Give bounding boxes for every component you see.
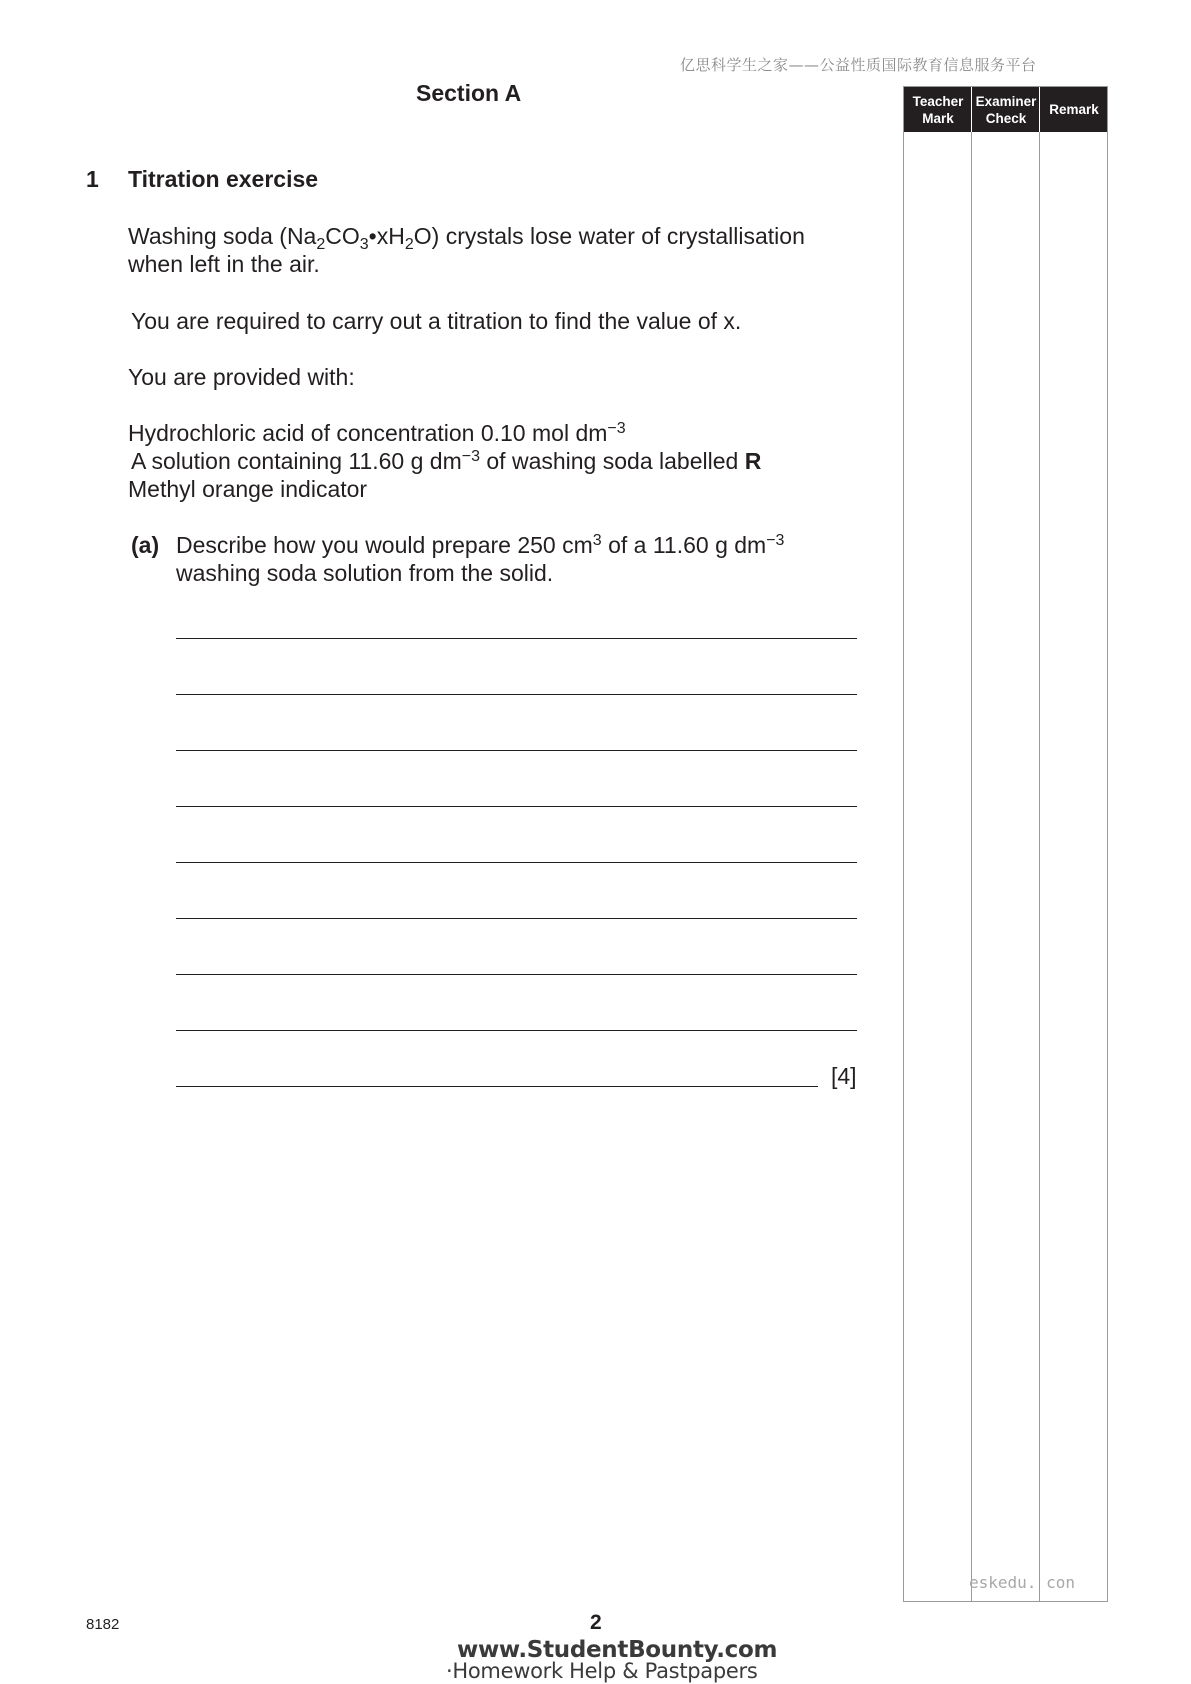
part-a-text: Describe how you would prepare 250 cm <box>176 532 593 558</box>
intro-paragraph-3: You are provided with: <box>128 364 355 390</box>
watermark: eskedu. con <box>969 1573 1075 1592</box>
intro-text: Washing soda (Na <box>128 223 317 249</box>
part-a-question <box>176 531 784 587</box>
material-2 <box>131 447 761 475</box>
header-line: Examiner <box>975 93 1037 109</box>
intro-paragraph-1 <box>128 222 805 278</box>
intro-text: O) crystals lose water of crystallisation <box>413 223 805 249</box>
studentbounty-url[interactable]: www.StudentBounty.com <box>457 1637 778 1663</box>
header-line: Mark <box>922 110 954 126</box>
subscript: 3 <box>359 236 369 253</box>
page-number: 2 <box>590 1611 602 1634</box>
part-a-label: (a) <box>131 532 160 558</box>
column-divider <box>1039 87 1040 1601</box>
superscript: −3 <box>461 448 480 465</box>
column-divider <box>1039 87 1040 132</box>
intro-text: •xH <box>368 223 405 249</box>
material-label-bold: R <box>744 448 762 474</box>
part-a-text: washing soda solution from the solid. <box>176 560 554 586</box>
material-3: Methyl orange indicator <box>128 476 368 502</box>
superscript: −3 <box>607 420 626 437</box>
superscript: −3 <box>766 532 785 549</box>
question-title: Titration exercise <box>128 166 319 192</box>
remark-header: Remark <box>1049 102 1099 117</box>
column-divider <box>971 87 972 132</box>
teacher-mark-header <box>904 87 972 132</box>
answer-line[interactable] <box>176 638 857 639</box>
subscript: 2 <box>316 236 326 253</box>
marks-allocation: [4] <box>831 1063 857 1089</box>
material-text: Hydrochloric acid of concentration 0.10 mol dm <box>128 420 608 446</box>
material-1 <box>128 419 626 447</box>
answer-line[interactable] <box>176 974 857 975</box>
answer-line[interactable] <box>176 1030 857 1031</box>
marking-header <box>904 87 1107 132</box>
answer-line[interactable] <box>176 862 857 863</box>
material-text: of washing soda labelled <box>480 448 745 474</box>
answer-line[interactable] <box>176 918 857 919</box>
marking-columns <box>903 86 1108 1602</box>
answer-line[interactable] <box>176 1086 818 1087</box>
intro-paragraph-2: You are required to carry out a titration to find the value of x. <box>131 308 742 334</box>
answer-line[interactable] <box>176 750 857 751</box>
subscript: 2 <box>404 236 414 253</box>
paper-code: 8182 <box>86 1616 120 1633</box>
answer-line[interactable] <box>176 806 857 807</box>
column-divider <box>971 87 972 1601</box>
header-site-text: 亿思科学生之家——公益性质国际教育信息服务平台 <box>680 56 1037 74</box>
superscript: 3 <box>592 532 602 549</box>
part-a-text: of a 11.60 g dm <box>601 532 767 558</box>
material-text: A solution containing 11.60 g dm <box>131 448 462 474</box>
header-line: Check <box>985 110 1027 126</box>
section-title: Section A <box>416 80 522 106</box>
answer-line[interactable] <box>176 694 857 695</box>
question-number: 1 <box>86 166 99 192</box>
header-line: Teacher <box>912 93 964 109</box>
studentbounty-tagline: ·Homework Help & Pastpapers <box>446 1659 758 1683</box>
intro-text: when left in the air. <box>128 251 320 277</box>
examiner-check-header <box>972 87 1040 132</box>
intro-text: CO <box>325 223 360 249</box>
